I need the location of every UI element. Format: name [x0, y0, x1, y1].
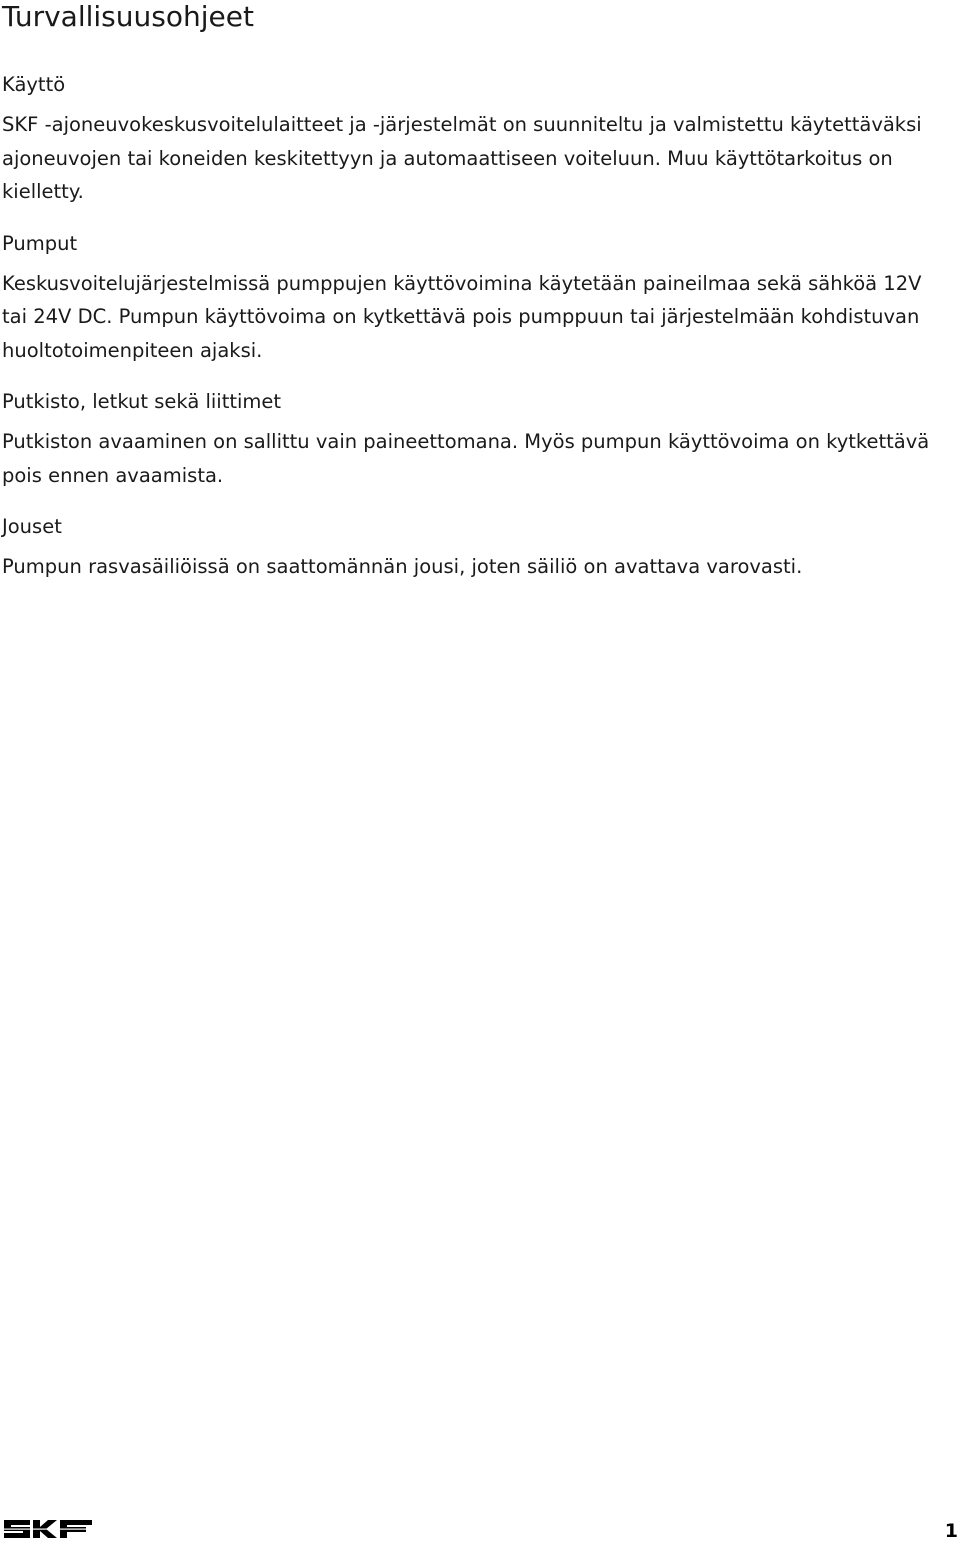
section-heading-jouset: Jouset: [2, 515, 62, 538]
page-number: 1: [944, 1520, 958, 1542]
section-body-kaytto: SKF -ajoneuvokeskusvoitelulaitteet ja -järjestelmät on suunniteltu ja valmistettu käytettäväksi ajoneuvojen tai koneiden keskitettyyn ja automaattiseen voiteluun. Muu käyttötarkoitus on kielletty.: [2, 113, 922, 203]
section-heading-putkisto: Putkisto, letkut sekä liittimet: [2, 390, 282, 413]
section-body-putkisto: Putkiston avaaminen on sallittu vain paineettomana. Myös pumpun käyttövoima on kytkettävä pois ennen avaamista.: [2, 430, 930, 487]
skf-logo-icon: [2, 1518, 94, 1540]
section-heading-kaytto: Käyttö: [2, 73, 66, 96]
section-body-jouset: Pumpun rasvasäiliöissä on saattomännän jousi, joten säiliö on avattava varovasti.: [2, 555, 803, 578]
document-content: [2, 72, 947, 584]
page-title: Turvallisuusohjeet: [2, 0, 254, 33]
section-body-pumput: Keskusvoitelujärjestelmissä pumppujen käyttövoimina käytetään paineilmaa sekä sähköä 12V tai 24V DC. Pumpun käyttövoima on kytkettävä pois pumppuun tai järjestelmään kohdistuvan huoltotoimenpiteen ajaksi.: [2, 271, 922, 362]
section-heading-pumput: Pumput: [2, 231, 78, 255]
